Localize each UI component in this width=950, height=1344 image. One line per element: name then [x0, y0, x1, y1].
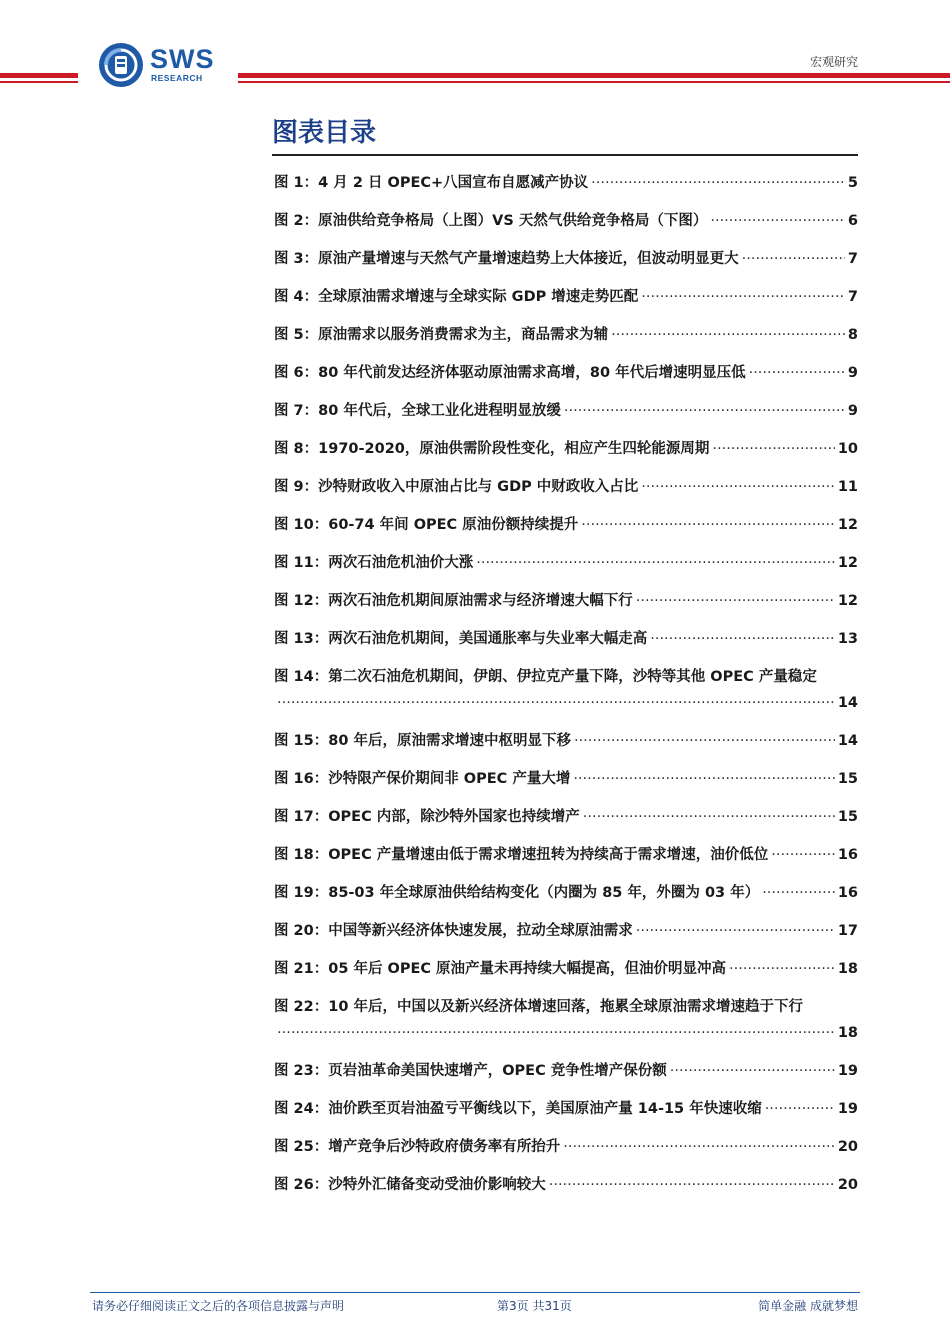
toc-entry-label: 图 21：05 年后 OPEC 原油产量未再持续大幅提高，但油价明显冲高	[274, 961, 727, 977]
toc-entry-label: 图 9：沙特财政收入中原油占比与 GDP 中财政收入占比	[274, 479, 639, 495]
footer-disclaimer: 请务必仔细阅读正文之后的各项信息披露与声明	[92, 1299, 345, 1313]
report-section: 宏观研究	[809, 55, 858, 69]
toc-entry-page: 17	[837, 923, 858, 939]
toc-title: 图表目录	[272, 118, 377, 148]
toc-entry-page: 15	[837, 809, 858, 825]
toc-entry-label: 图 26：沙特外汇储备变动受油价影响较大	[274, 1177, 546, 1193]
toc-leader	[641, 474, 835, 500]
toc-leader	[574, 728, 835, 754]
toc-leader	[636, 918, 835, 944]
toc-entry-label: 图 14：第二次石油危机期间，伊朗、伊拉克产量下降，沙特等其他 OPEC 产量稳定	[274, 669, 817, 685]
footer-slogan: 简单金融 成就梦想	[758, 1299, 858, 1313]
toc-leader	[749, 360, 845, 386]
toc-entry[interactable]	[274, 880, 858, 918]
toc-entry-label: 图 16：沙特限产保价期间非 OPEC 产量大增	[274, 771, 571, 787]
toc-entry-label: 图 7：80 年代后，全球工业化进程明显放缓	[274, 403, 561, 419]
toc-entry-label: 图 1：4 月 2 日 OPEC+八国宣布自愿减产协议	[274, 175, 589, 191]
header-rule-right-thin	[238, 81, 950, 83]
toc-entry[interactable]	[274, 360, 858, 398]
sws-logo	[98, 42, 228, 90]
toc-entry-label: 图 22：10 年后，中国以及新兴经济体增速回落，拖累全球原油需求增速趋于下行	[274, 999, 803, 1015]
toc-entry[interactable]	[274, 728, 858, 766]
toc-entry-page: 12	[837, 593, 858, 609]
toc-leader	[277, 1020, 835, 1046]
toc-entry[interactable]	[274, 918, 858, 956]
toc-leader	[583, 804, 835, 830]
toc-leader	[729, 956, 835, 982]
toc-entry-label: 图 20：中国等新兴经济体快速发展，拉动全球原油需求	[274, 923, 633, 939]
toc-entry[interactable]	[274, 1096, 858, 1134]
toc-entry-page: 16	[837, 885, 858, 901]
toc-entry[interactable]	[274, 766, 858, 804]
toc-entry-page: 6	[847, 213, 858, 229]
toc-leader	[636, 588, 835, 614]
header-rule-right	[238, 73, 950, 78]
toc-entry[interactable]	[274, 588, 858, 626]
toc-entry-label: 图 25：增产竞争后沙特政府债务率有所抬升	[274, 1139, 561, 1155]
toc-entry-page: 16	[837, 847, 858, 863]
toc-entry-page: 8	[847, 327, 858, 343]
toc-entry-page: 20	[837, 1139, 858, 1155]
toc-entry[interactable]	[274, 398, 858, 436]
toc-entry-label: 图 10：60-74 年间 OPEC 原油份额持续提升	[274, 517, 579, 533]
toc-entry[interactable]	[274, 842, 858, 880]
toc-leader	[591, 170, 845, 196]
toc-entry[interactable]	[274, 550, 858, 588]
toc-entry-page: 14	[837, 695, 858, 711]
toc-leader	[771, 842, 835, 868]
toc-entry[interactable]	[274, 1134, 858, 1172]
toc-entry-page: 7	[847, 289, 858, 305]
toc-leader	[765, 1096, 835, 1122]
toc-entry-page: 9	[847, 403, 858, 419]
toc-entry-page: 13	[837, 631, 858, 647]
toc-leader	[564, 398, 845, 424]
logo-subtitle: RESEARCH	[151, 73, 203, 83]
toc-entry[interactable]	[274, 1172, 858, 1210]
toc-entry-page: 14	[837, 733, 858, 749]
toc-entry-page: 10	[837, 441, 858, 457]
toc-entry[interactable]	[274, 322, 858, 360]
toc-entry-page: 15	[837, 771, 858, 787]
toc-title-rule	[272, 154, 858, 156]
toc-entry[interactable]	[274, 804, 858, 842]
toc-leader	[670, 1058, 835, 1084]
toc-entry[interactable]	[274, 246, 858, 284]
toc-leader	[581, 512, 835, 538]
footer-page-info: 第3页 共31页	[497, 1299, 572, 1313]
toc-leader	[611, 322, 845, 348]
toc-entry-page: 18	[837, 961, 858, 977]
toc-entry-label: 图 23：页岩油革命美国快速增产，OPEC 竞争性增产保份额	[274, 1063, 667, 1079]
toc-leader	[762, 880, 835, 906]
toc-leader	[650, 626, 835, 652]
toc-entry-label: 图 8：1970-2020，原油供需阶段性变化，相应产生四轮能源周期	[274, 441, 710, 457]
logo-wordmark: SWS	[150, 44, 215, 74]
toc-entry[interactable]	[274, 208, 858, 246]
toc-leader	[712, 436, 834, 462]
toc-entry-label: 图 19：85-03 年全球原油供给结构变化（内圈为 85 年，外圈为 03 年）	[274, 885, 760, 901]
toc-leader	[710, 208, 845, 234]
toc-entry-label: 图 24：油价跌至页岩油盈亏平衡线以下，美国原油产量 14-15 年快速收缩	[274, 1101, 762, 1117]
toc-entry-page: 7	[847, 251, 858, 267]
toc-entry-label: 图 13：两次石油危机期间，美国通胀率与失业率大幅走高	[274, 631, 648, 647]
footer-rule	[90, 1292, 860, 1293]
toc-leader	[641, 284, 845, 310]
toc-entry-label: 图 5：原油需求以服务消费需求为主，商品需求为辅	[274, 327, 609, 343]
header-rule-left	[0, 73, 78, 78]
toc-entry-page: 19	[837, 1063, 858, 1079]
toc-entry[interactable]	[274, 284, 858, 322]
toc-leader	[563, 1134, 835, 1160]
toc-entry[interactable]	[274, 436, 858, 474]
toc-leader	[573, 766, 834, 792]
toc-leader	[277, 690, 835, 716]
toc-entry-page: 12	[837, 517, 858, 533]
toc-entry-page: 5	[847, 175, 858, 191]
toc-entry[interactable]	[274, 626, 858, 664]
toc-leader	[742, 246, 845, 272]
toc-entry-label: 图 18：OPEC 产量增速由低于需求增速扭转为持续高于需求增速，油价低位	[274, 847, 769, 863]
toc-entry-label: 图 6：80 年代前发达经济体驱动原油需求高增，80 年代后增速明显压低	[274, 365, 746, 381]
toc-entry[interactable]	[274, 664, 858, 728]
toc-entry-page: 19	[837, 1101, 858, 1117]
toc-entry-label: 图 11：两次石油危机油价大涨	[274, 555, 474, 571]
toc-entry-page: 20	[837, 1177, 858, 1193]
toc-entry-label: 图 12：两次石油危机期间原油需求与经济增速大幅下行	[274, 593, 633, 609]
toc-entry[interactable]	[274, 512, 858, 550]
toc-entry-label: 图 3：原油产量增速与天然气产量增速趋势上大体接近，但波动明显更大	[274, 251, 739, 267]
toc-entry[interactable]	[274, 474, 858, 512]
toc-entry-page: 9	[847, 365, 858, 381]
toc-entry-page: 11	[837, 479, 858, 495]
toc-entry-page: 12	[837, 555, 858, 571]
toc-entry[interactable]	[274, 956, 858, 994]
toc-entry-page: 18	[837, 1025, 858, 1041]
toc-entry-label: 图 2：原油供给竞争格局（上图）VS 天然气供给竞争格局（下图）	[274, 213, 708, 229]
sws-logo-icon	[98, 42, 144, 88]
toc-entry-label: 图 15：80 年后，原油需求增速中枢明显下移	[274, 733, 571, 749]
toc-entry[interactable]	[274, 1058, 858, 1096]
toc-leader	[476, 550, 835, 576]
header-rule-left-thin	[0, 81, 78, 83]
toc-list	[274, 170, 858, 1210]
toc-entry-label: 图 4：全球原油需求增速与全球实际 GDP 增速走势匹配	[274, 289, 639, 305]
toc-entry-label: 图 17：OPEC 内部，除沙特外国家也持续增产	[274, 809, 580, 825]
toc-entry[interactable]	[274, 994, 858, 1058]
toc-entry[interactable]	[274, 170, 858, 208]
toc-leader	[549, 1172, 835, 1198]
